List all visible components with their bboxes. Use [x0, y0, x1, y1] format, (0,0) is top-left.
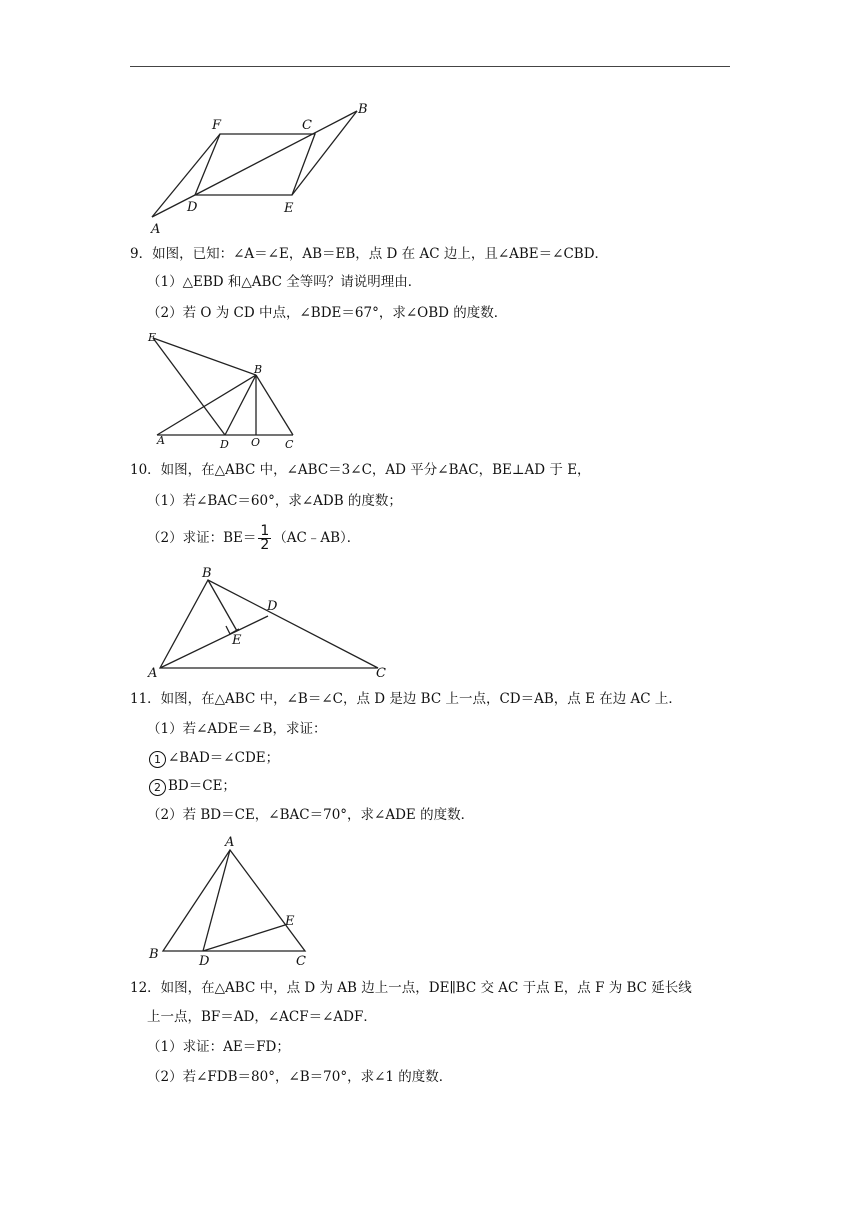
q11-stem: 11．如图，在△ABC 中，∠B＝∠C，点 D 是边 BC 上一点，CD＝AB，点 E 在边 AC 上．	[130, 691, 682, 707]
q12-part2: （2）若∠FDB＝80°，∠B＝70°，求∠1 的度数．	[147, 1069, 453, 1085]
label-O: O	[251, 436, 261, 449]
figure-q9	[140, 328, 320, 453]
triangle-abc	[160, 580, 378, 668]
triangle-abc	[163, 850, 305, 951]
label-B: B	[149, 947, 159, 962]
q10-part2-prefix: （2）求证：BE＝	[147, 530, 257, 546]
figure-q8	[140, 95, 380, 240]
label-D: D	[187, 200, 198, 215]
label-C: C	[285, 438, 294, 451]
q11-part1: （1）若∠ADE＝∠B，求证：	[147, 721, 327, 737]
q9-part1: （1）△EBD 和△ABC 全等吗？请说明理由．	[147, 274, 422, 290]
segment-bc	[256, 375, 293, 435]
q12-stem-line1: 12．如图，在△ABC 中，点 D 为 AB 边上一点，DE∥BC 交 AC 于点 E，点 F 为 BC 延长线	[130, 980, 692, 996]
label-E: E	[232, 633, 242, 648]
circled-number-2: 2	[149, 779, 166, 796]
fraction-one-half	[258, 525, 271, 552]
label-F: F	[212, 118, 222, 133]
circled-number-1: 1	[149, 751, 166, 768]
label-C: C	[376, 666, 386, 681]
q10-stem: 10．如图，在△ABC 中，∠ABC＝3∠C，AD 平分∠BAC，BE⊥AD 于 E，	[130, 462, 591, 478]
label-C: C	[296, 954, 306, 969]
label-B: B	[254, 363, 263, 376]
label-E: E	[285, 914, 295, 929]
label-D: D	[199, 954, 210, 969]
header-rule	[130, 66, 730, 67]
label-A: A	[148, 666, 158, 681]
segment-de	[203, 925, 285, 951]
label-A: A	[151, 222, 161, 237]
q9-part2: （2）若 O 为 CD 中点，∠BDE＝67°，求∠OBD 的度数．	[147, 305, 508, 321]
label-E: E	[148, 331, 157, 344]
label-E: E	[284, 201, 294, 216]
label-A: A	[225, 835, 235, 850]
q11-sub1-text: ∠BAD＝∠CDE；	[168, 750, 280, 766]
label-B: B	[358, 102, 368, 117]
q11-part2: （2）若 BD＝CE，∠BAC＝70°，求∠ADE 的度数．	[147, 807, 475, 823]
label-C: C	[302, 118, 312, 133]
segment-eb	[153, 338, 256, 375]
figure-q10	[140, 560, 400, 685]
segment-ad	[160, 616, 268, 668]
q10-part2	[147, 525, 360, 552]
label-A: A	[157, 434, 165, 447]
q11-sub2-text: BD＝CE；	[168, 778, 236, 794]
segment-ad	[203, 850, 230, 951]
q11-sub2	[149, 777, 236, 796]
q11-sub1	[149, 749, 279, 768]
q9-stem: 9．如图，已知：∠A＝∠E，AB＝EB，点 D 在 AC 边上，且∠ABE＝∠CBD．	[130, 246, 609, 262]
figure-q11	[140, 832, 320, 972]
label-D: D	[220, 438, 229, 451]
label-D: D	[267, 599, 278, 614]
fraction-denominator: 2	[260, 537, 270, 553]
q12-part1: （1）求证：AE＝FD；	[147, 1039, 290, 1055]
segment-af	[152, 134, 220, 217]
fraction-numerator: 1	[260, 523, 270, 539]
segment-ed	[153, 338, 225, 435]
label-B: B	[202, 566, 212, 581]
q12-stem-line2: 上一点，BF＝AD，∠ACF＝∠ADF．	[147, 1009, 377, 1025]
q10-part2-suffix: （AC﹣AB）．	[273, 530, 361, 546]
q10-part1: （1）若∠BAC＝60°，求∠ADB 的度数；	[147, 493, 402, 509]
